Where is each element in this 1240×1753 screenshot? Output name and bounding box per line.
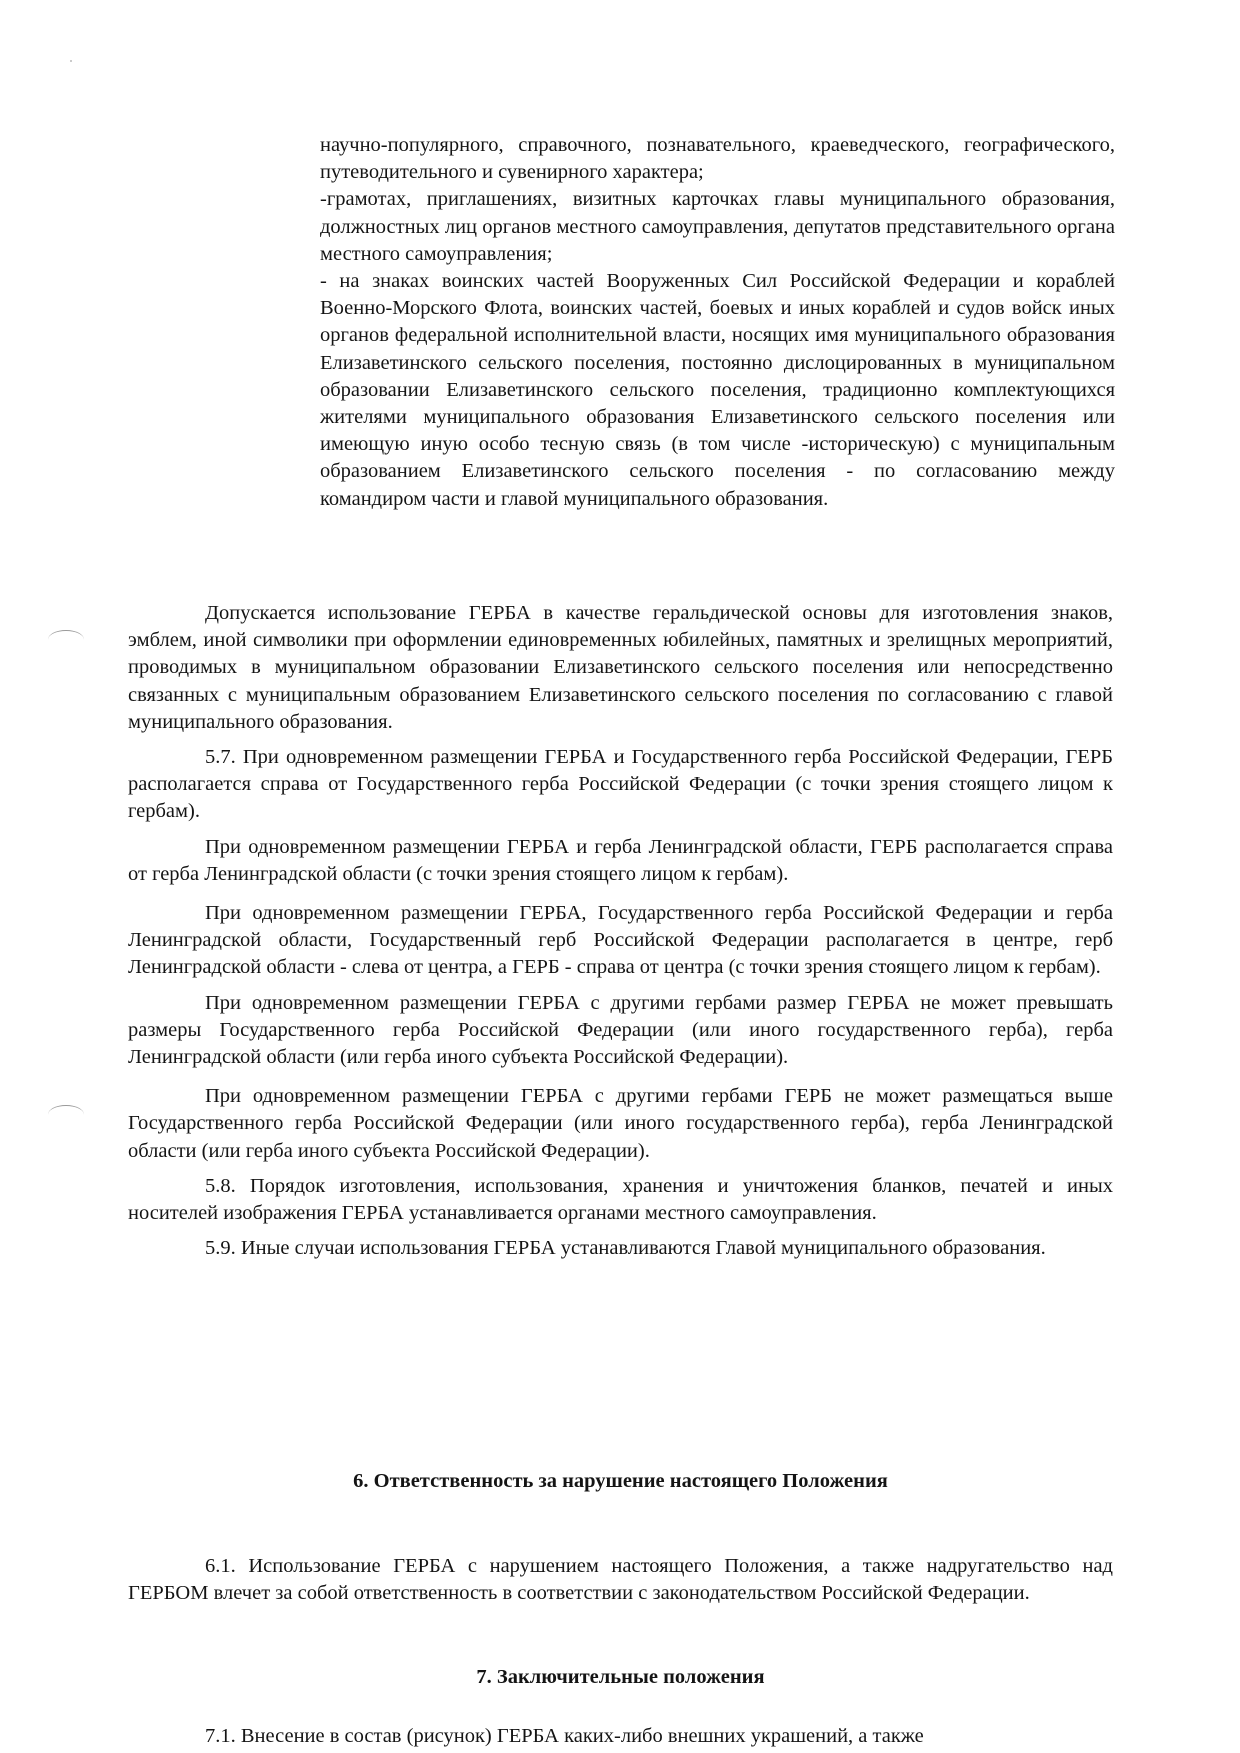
list-item: - на знаках воинских частей Вооруженных Сил Российской Федерации и кораблей Военно-Морского Флота, воинских частей, боевых и иных кораблей и судов войск иных органов федеральной исполнительной власти, носящих имя муниципального образования Елизаветинского сельского поселения, постоянно дислоцированных в муниципальном образовании Елизаветинского сельского поселения, традиционно комплектующихся жителями муниципального образования Елизаветинского сельского поселения или имеющую иную особо тесную связь (в том числе -историческую) с муниципальным образованием Елизаветинского сельского поселения - по согласованию между командиром части и главой муниципального образования. [320, 270, 1115, 510]
paragraph: При одновременном размещении ГЕРБА с другими гербами ГЕРБ не может размещаться выше Государственного герба Российской Федерации (или иного государственного герба), герба Ленинградской области (или герба иного субъекта Российской Федерации). [128, 1085, 1113, 1162]
punch-hole-mark [48, 1105, 84, 1124]
paragraph-6-1: 6.1. Использование ГЕРБА с нарушением настоящего Положения, а также надругательство над ГЕРБОМ влечет за собой ответственность в соответствии с законодательством Российской Федерации. [128, 1555, 1113, 1605]
list-item: научно-популярного, справочного, познавательного, краеведческого, географического, путеводительного и сувенирного характера; [320, 134, 1115, 184]
section-7-title: 7. Заключительные положения [476, 1666, 765, 1688]
paragraph-5-8: 5.8. Порядок изготовления, использования, хранения и уничтожения бланков, печатей и иных носителей изображения ГЕРБА устанавливается органами местного самоуправления. [128, 1174, 1113, 1225]
section-7-body [128, 1723, 1113, 1750]
punch-hole-mark [48, 630, 84, 649]
paragraph-5-9: 5.9. Иные случаи использования ГЕРБА устанавливаются Главой муниципального образования. [205, 1237, 1046, 1260]
paragraph: При одновременном размещении ГЕРБА и герба Ленинградской области, ГЕРБ располагается справа от герба Ленинградской области (с точки зрения стоящего лицом к гербам). [128, 835, 1113, 885]
paragraph-7-1: 7.1. Внесение в состав (рисунок) ГЕРБА каких-либо внешних украшений, а также [205, 1725, 924, 1747]
paragraph: Допускается использование ГЕРБА в качестве геральдической основы для изготовления знаков, эмблем, иной символики при оформлении единовременных юбилейных, памятных и зрелищных мероприятий, проводимых в муниципальном образовании Елизаветинского сельского поселения или непосредственно связанных с муниципальным образованием Елизаветинского сельского поселения по согласованию с главой муниципального образования. [128, 602, 1113, 733]
paragraph: При одновременном размещении ГЕРБА, Государственного герба Российской Федерации и герба Ленинградской области, Государственный герб Российской Федерации располагается в центре, герб Ленинградской области - слева от центра, а ГЕРБ - справа от центра (с точки зрения стоящего лицом к гербам). [128, 902, 1113, 979]
body-text [128, 600, 1113, 1262]
section-6-title: 6. Ответственность за нарушение настоящего Положения [353, 1470, 888, 1492]
scan-speck [70, 60, 72, 62]
list-item: -грамотах, приглашениях, визитных карточках главы муниципального образования, должностных лиц органов местного самоуправления, депутатов представительного органа местного самоуправления; [320, 188, 1115, 265]
section-6-body [128, 1553, 1113, 1607]
paragraph-5-7: 5.7. При одновременном размещении ГЕРБА и Государственного герба Российской Федерации, ГЕРБ располагается справа от Государственного герба Российской Федерации (с точки зрения стоящего лицом к гербам). [128, 746, 1113, 823]
paragraph: При одновременном размещении ГЕРБА с другими гербами размер ГЕРБА не может превышать размеры Государственного герба Российской Федерации (или иного государственного герба), герба Ленинградской области (или герба иного субъекта Российской Федерации). [128, 991, 1113, 1069]
indented-list-block [320, 132, 1115, 513]
